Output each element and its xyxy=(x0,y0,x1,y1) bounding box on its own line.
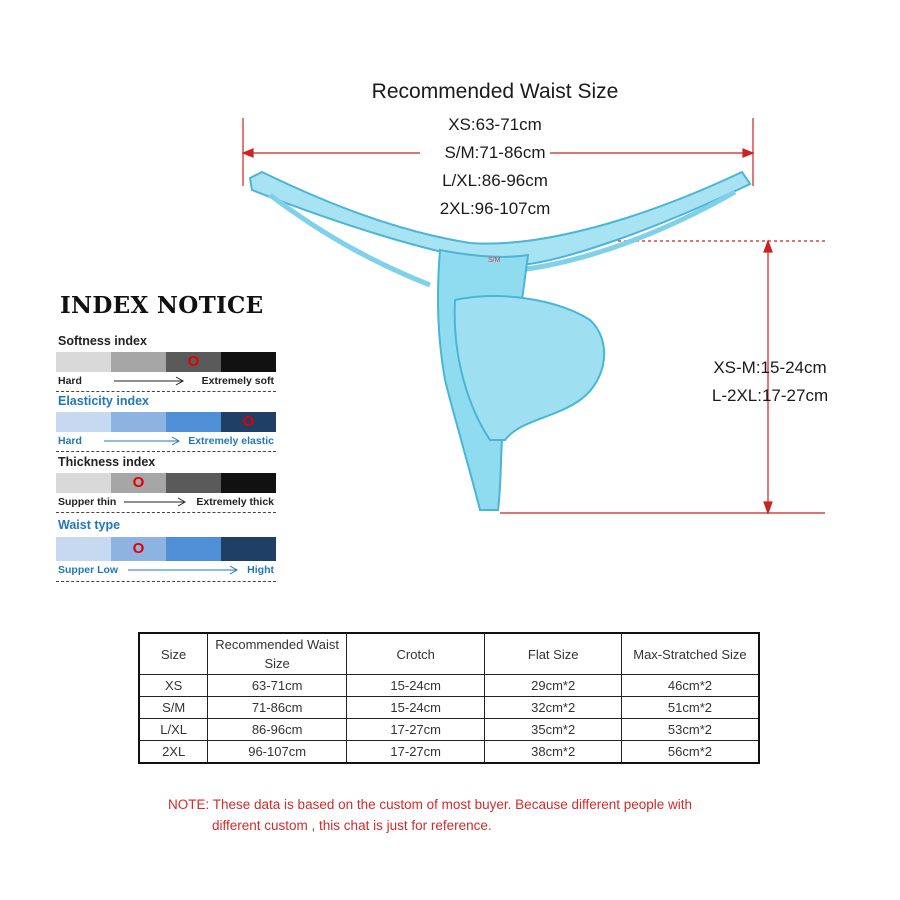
waist-type-low: Supper Low xyxy=(58,564,119,576)
cell: 29cm*2 xyxy=(485,675,621,697)
softness-high: Extremely soft xyxy=(201,375,274,387)
note-line-2: different custom , this chat is just for reference. xyxy=(212,818,492,833)
arrow-right-icon xyxy=(114,373,186,389)
elasticity-index-bar xyxy=(56,412,276,432)
waist-type-bar xyxy=(56,537,276,561)
elasticity-range xyxy=(56,433,276,449)
arrow-right-icon xyxy=(128,562,240,578)
cell: 15-24cm xyxy=(346,675,484,697)
level-3 xyxy=(166,537,221,561)
crotch-size-small: XS-M:15-24cm xyxy=(713,358,827,377)
cell: 51cm*2 xyxy=(621,697,759,719)
thickness-index-label: Thickness index xyxy=(58,455,156,469)
selected-marker: O xyxy=(132,474,145,492)
cell: 17-27cm xyxy=(346,741,484,764)
header-size: Size xyxy=(139,633,208,675)
level-3 xyxy=(166,352,221,372)
cell: 15-24cm xyxy=(346,697,484,719)
cell: 56cm*2 xyxy=(621,741,759,764)
cell: 17-27cm xyxy=(346,719,484,741)
selected-marker: O xyxy=(242,413,255,431)
waist-dimension-lines xyxy=(243,118,753,186)
level-2 xyxy=(111,473,166,493)
cell: 35cm*2 xyxy=(485,719,621,741)
waist-size-sm: S/M:71-86cm xyxy=(444,143,546,162)
elasticity-high: Extremely elastic xyxy=(188,435,274,447)
level-2 xyxy=(111,352,166,372)
level-4 xyxy=(221,352,276,372)
header-max-stretched: Max-Stratched Size xyxy=(621,633,759,675)
waist-type-high: Hight xyxy=(247,564,274,576)
level-1 xyxy=(56,473,111,493)
waist-size-title: Recommended Waist Size xyxy=(371,80,619,103)
divider xyxy=(56,391,276,392)
arrow-right-icon xyxy=(124,494,188,510)
level-4 xyxy=(221,537,276,561)
softness-index-label: Softness index xyxy=(58,334,147,348)
divider xyxy=(56,512,276,513)
thickness-index-bar xyxy=(56,473,276,493)
table-row xyxy=(139,675,759,697)
level-1 xyxy=(56,352,111,372)
level-2 xyxy=(111,537,166,561)
table-row xyxy=(139,719,759,741)
size-tag: S/M xyxy=(488,257,501,264)
divider xyxy=(56,451,276,452)
level-4 xyxy=(221,412,276,432)
waist-size-lxl: L/XL:86-96cm xyxy=(442,171,548,190)
table-row xyxy=(139,697,759,719)
level-4 xyxy=(221,473,276,493)
cell: 46cm*2 xyxy=(621,675,759,697)
elasticity-index-label: Elasticity index xyxy=(58,394,150,408)
size-table xyxy=(138,632,760,764)
cell: 53cm*2 xyxy=(621,719,759,741)
reference-note xyxy=(168,794,692,836)
cell: 32cm*2 xyxy=(485,697,621,719)
header-crotch: Crotch xyxy=(346,633,484,675)
table-row xyxy=(139,741,759,764)
thickness-high: Extremely thick xyxy=(196,496,274,508)
thong-garment xyxy=(250,172,750,510)
table-header-row xyxy=(139,633,759,675)
divider xyxy=(56,581,276,582)
waist-size-xs: XS:63-71cm xyxy=(448,115,542,134)
cell: 96-107cm xyxy=(208,741,347,764)
cell: 38cm*2 xyxy=(485,741,621,764)
level-1 xyxy=(56,412,111,432)
waist-size-2xl: 2XL:96-107cm xyxy=(439,199,551,218)
cell: 2XL xyxy=(139,741,208,764)
level-3 xyxy=(166,473,221,493)
note-line-1: NOTE: These data is based on the custom of most buyer. Because different people with xyxy=(168,797,693,812)
header-waist: Recommended Waist Size xyxy=(208,633,347,675)
selected-marker: O xyxy=(132,540,145,558)
cell: L/XL xyxy=(139,719,208,741)
cell: 63-71cm xyxy=(208,675,347,697)
elasticity-low: Hard xyxy=(58,435,82,447)
cell: 71-86cm xyxy=(208,697,347,719)
cell: S/M xyxy=(139,697,208,719)
arrow-right-icon xyxy=(104,433,182,449)
softness-range xyxy=(56,373,276,389)
thickness-range xyxy=(56,494,276,510)
cell: 86-96cm xyxy=(208,719,347,741)
waist-type-range xyxy=(56,562,276,578)
level-1 xyxy=(56,537,111,561)
softness-index-bar xyxy=(56,352,276,372)
softness-low: Hard xyxy=(58,375,82,387)
thickness-low: Supper thin xyxy=(58,496,117,508)
index-notice-title: INDEX NOTICE xyxy=(60,292,264,319)
selected-marker: O xyxy=(187,353,200,371)
level-2 xyxy=(111,412,166,432)
level-3 xyxy=(166,412,221,432)
header-flat-size: Flat Size xyxy=(485,633,621,675)
cell: XS xyxy=(139,675,208,697)
waist-type-label: Waist type xyxy=(58,518,121,532)
crotch-size-large: L-2XL:17-27cm xyxy=(711,386,829,405)
